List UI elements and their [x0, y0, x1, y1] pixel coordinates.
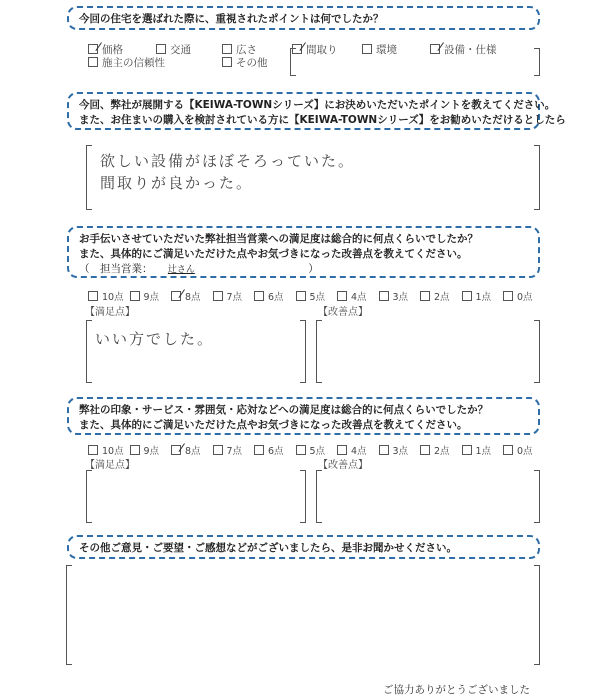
question-2-box [67, 92, 566, 130]
score-label: 2点 [434, 446, 450, 457]
score-label: 8点 [185, 446, 201, 457]
q4-score-option[interactable] [171, 443, 201, 457]
q1-option[interactable] [292, 42, 338, 57]
checkbox-icon[interactable] [420, 445, 430, 455]
question-4-line-1: 弊社の印象・サービス・雰囲気・応対などへの満足度は総合的に何点くらいでしたか？ [79, 404, 489, 416]
checked-checkbox-icon[interactable] [88, 44, 98, 54]
score-label: 5点 [309, 446, 326, 457]
score-label: 0点 [517, 292, 533, 303]
score-label: 6点 [268, 446, 284, 457]
q1-option-label: その他 [236, 57, 268, 69]
q1-option[interactable] [430, 42, 497, 57]
checkbox-icon[interactable] [130, 445, 140, 455]
question-3-box [67, 226, 540, 278]
score-label: 6点 [268, 292, 284, 303]
checkbox-icon[interactable] [213, 291, 223, 301]
checked-checkbox-icon[interactable] [171, 445, 181, 455]
checkbox-icon[interactable] [88, 291, 98, 301]
q4-score-option[interactable] [379, 443, 409, 457]
score-label: 1点 [475, 292, 492, 303]
score-label: 4点 [351, 292, 367, 303]
checkbox-icon[interactable] [296, 445, 306, 455]
q5-bracket-left [66, 565, 72, 665]
checked-checkbox-icon[interactable] [171, 291, 181, 301]
q3-score-option[interactable] [213, 289, 243, 303]
checkbox-icon[interactable] [503, 445, 513, 455]
q3-improve-bracket-left [316, 320, 322, 383]
q4-good-bracket-left [86, 470, 92, 523]
checkbox-icon[interactable] [362, 44, 372, 54]
score-label: 10点 [102, 292, 124, 303]
q5-bracket-right [534, 565, 540, 665]
q3-score-option[interactable] [462, 289, 492, 303]
checkbox-icon[interactable] [462, 445, 472, 455]
q4-score-option[interactable] [462, 443, 492, 457]
q4-improve-bracket-right [534, 470, 540, 523]
staff-close: ） [308, 263, 319, 275]
answer-2-line-1[interactable]: 欲しい設備がほぼそろっていた。 [100, 152, 356, 170]
checkbox-icon[interactable] [88, 57, 98, 67]
checkbox-icon[interactable] [379, 291, 389, 301]
answer-2-bracket-left [86, 145, 92, 210]
staff-label: （ 担当営業： [79, 263, 153, 275]
q4-good-label: 【満足点】 [85, 460, 135, 471]
checkbox-icon[interactable] [337, 445, 347, 455]
q3-score-option[interactable] [503, 289, 533, 303]
q1-option-label: 施主の信頼性 [102, 57, 165, 69]
answer-2-line-2[interactable]: 間取りが良かった。 [100, 174, 254, 192]
q4-score-option[interactable] [503, 443, 533, 457]
q3-improve-bracket-right [534, 320, 540, 383]
answer-2-bracket-right [534, 145, 540, 210]
score-label: 0点 [517, 446, 533, 457]
score-label: 9点 [143, 446, 160, 457]
question-3-line-2: また、具体的にご満足いただけた点やお気づきになった改善点を教えてください。 [79, 248, 468, 260]
checkbox-icon[interactable] [420, 291, 430, 301]
score-label: 4点 [351, 446, 367, 457]
q4-score-option[interactable] [296, 443, 326, 457]
q4-improve-bracket-left [316, 470, 322, 523]
staff-name[interactable]: 辻さん [167, 265, 195, 275]
checkbox-icon[interactable] [156, 44, 166, 54]
q4-score-option[interactable] [337, 443, 367, 457]
q1-option[interactable] [362, 42, 397, 57]
q3-good-text[interactable]: いい方でした。 [95, 330, 215, 348]
q4-good-bracket-right [300, 470, 306, 523]
other-bracket-right [534, 48, 540, 76]
q3-score-option[interactable] [254, 289, 284, 303]
score-label: 3点 [392, 446, 409, 457]
q4-score-option[interactable] [420, 443, 450, 457]
score-label: 9点 [143, 292, 160, 303]
q3-score-option[interactable] [130, 289, 160, 303]
checkbox-icon[interactable] [462, 291, 472, 301]
q1-option-label: 価格 [102, 44, 123, 56]
question-3-line-1: お手伝いさせていただいた弊社担当営業への満足度は総合的に何点くらいでしたか？ [79, 233, 478, 245]
score-label: 10点 [102, 446, 124, 457]
question-5-box [67, 535, 540, 559]
checkbox-icon[interactable] [130, 291, 140, 301]
score-label: 2点 [434, 292, 450, 303]
checkbox-icon[interactable] [254, 291, 264, 301]
checkbox-icon[interactable] [379, 445, 389, 455]
q1-option-label: 間取り [306, 44, 338, 56]
score-label: 7点 [226, 446, 243, 457]
q4-score-option[interactable] [213, 443, 243, 457]
question-2-line-1: 今回、弊社が展開する【KEIWA-TOWNシリーズ】にお決めいただいたポイントを教えてください。 [79, 99, 556, 111]
q3-good-bracket-right [300, 320, 306, 383]
thanks-text: ご協力ありがとうございました [383, 684, 530, 696]
q4-improve-label: 【改善点】 [318, 460, 368, 471]
question-4-box [67, 397, 540, 435]
question-1-text: 今回の住宅を選ばれた際に、重視されたポイントは何でしたか？ [79, 13, 384, 25]
q1-option-label: 設備・仕様 [444, 44, 497, 56]
q1-option[interactable] [222, 55, 268, 70]
q3-score-option[interactable] [337, 289, 367, 303]
checkbox-icon[interactable] [88, 445, 98, 455]
question-1-box [67, 6, 540, 30]
question-5-text: その他ご意見・ご要望・ご感想などがございましたら、是非お聞かせください。 [79, 542, 457, 554]
score-label: 1点 [475, 446, 492, 457]
checkbox-icon[interactable] [222, 44, 232, 54]
q4-score-option[interactable] [88, 443, 124, 457]
q4-score-option[interactable] [130, 443, 160, 457]
q3-improve-label: 【改善点】 [318, 307, 368, 318]
q4-score-option[interactable] [254, 443, 284, 457]
checkbox-icon[interactable] [254, 445, 264, 455]
q1-option[interactable] [88, 55, 165, 70]
question-4-line-2: また、具体的にご満足いただけた点やお気づきになった改善点を教えてください。 [79, 419, 468, 431]
checkbox-icon[interactable] [296, 291, 306, 301]
q1-option-label: 環境 [376, 44, 397, 56]
q3-score-option[interactable] [420, 289, 450, 303]
score-label: 8点 [185, 292, 201, 303]
q1-option-label: 交通 [170, 44, 191, 56]
checkbox-icon[interactable] [503, 291, 513, 301]
checkbox-icon[interactable] [213, 445, 223, 455]
question-2-line-2: また、お住まいの購入を検討されている方に【KEIWA-TOWNシリーズ】をお勧めいただけるとしたら [79, 114, 566, 126]
q3-score-option[interactable] [296, 289, 326, 303]
score-label: 7点 [226, 292, 243, 303]
checkbox-icon[interactable] [222, 57, 232, 67]
score-label: 5点 [309, 292, 326, 303]
other-bracket-left [290, 48, 296, 76]
q3-score-option[interactable] [379, 289, 409, 303]
q1-option-label: 広さ [236, 44, 257, 56]
q3-score-option[interactable] [171, 289, 201, 303]
q3-good-bracket-left [86, 320, 92, 383]
checkbox-icon[interactable] [337, 291, 347, 301]
score-label: 3点 [392, 292, 409, 303]
q3-score-option[interactable] [88, 289, 124, 303]
q3-good-label: 【満足点】 [85, 307, 135, 318]
checked-checkbox-icon[interactable] [430, 44, 440, 54]
